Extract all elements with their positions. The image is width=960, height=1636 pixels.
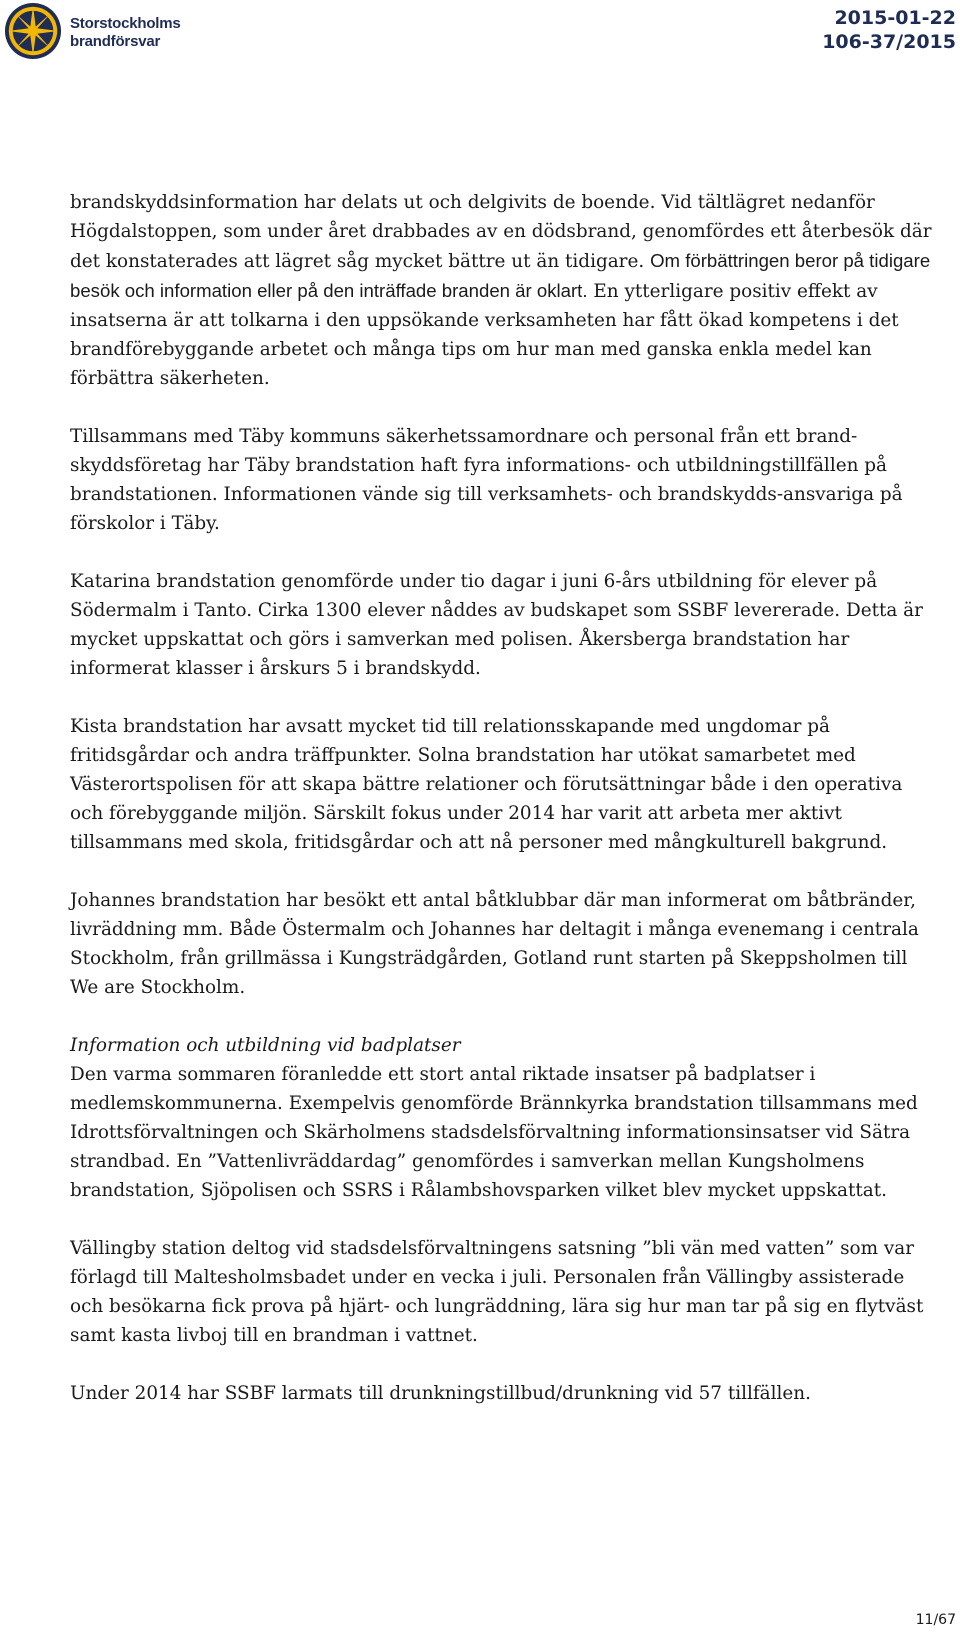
organization-name: [70, 15, 181, 51]
page-number: 11/67: [915, 1612, 956, 1628]
organization-name-line1: Storstockholms: [70, 15, 181, 32]
document-date: 2015-01-22: [834, 7, 956, 29]
page-header: [0, 0, 960, 80]
paragraph-6: Den varma sommaren föranledde ett stort antal riktade insatser på badplatser i medlemskommunerna. Exempelvis genomförde Brännkyrka brandstation tillsammans med Idrottsförvaltningen och Skärholmens stadsdelsförvaltning informationsinsatser vid Sätra strandbad. En ”Vattenlivräddardag” genomfördes i samverkan mellan Kungsholmens brandstation, Sjöpolisen och SSRS i Rålambshovsparken vilket blev mycket uppskattat.: [70, 1064, 918, 1201]
paragraph-5: Johannes brandstation har besökt ett antal båtklubbar där man informerat om båtbränder, livräddning mm. Både Östermalm och Johannes har deltagit i många evenemang i centrala Stockholm, från grillmässa i Kungsträdgården, Gotland runt starten på Skeppsholmen till We are Stockholm.: [70, 890, 919, 998]
section-heading: Information och utbildning vid badplatser: [70, 1035, 461, 1056]
paragraph-2: Tillsammans med Täby kommuns säkerhetssamordnare och personal från ett brand-skyddsföretag har Täby brandstation haft fyra informations- och utbildningstillfällen på brandstationen. Informationen vände sig till verksamhets- och brandskydds-ansvariga på förskolor i Täby.: [70, 426, 903, 534]
paragraph-1-part-c: En ytterligare positiv effekt av insatserna är att tolkarna i den uppsökande verksamheten har fått ökad kompetens i det brandförebyggande arbetet och många tips om hur man med ganska enkla medel kan förbättra säkerheten.: [70, 281, 899, 389]
paragraph-4: Kista brandstation har avsatt mycket tid till relationsskapande med ungdomar på fritidsgårdar och andra träffpunkter. Solna brandstation har utökat samarbetet med Västerortspolisen för att skapa bättre relationer och förutsättningar både i den operativa och förebyggande miljön. Särskilt fokus under 2014 har varit att arbeta mer aktivt tillsammans med skola, fritidsgårdar och att nå personer med mångkulturell bakgrund.: [70, 716, 903, 853]
document-meta: [822, 6, 956, 54]
paragraph-7: Vällingby station deltog vid stadsdelsförvaltningens satsning ”bli vän med vatten” som var förlagd till Maltesholmsbadet under en vecka i juli. Personalen från Vällingby assisterade och besökarna fick prova på hjärt- och lungräddning, lära sig hur man tar på sig en flytväst samt kasta livboj till en brandman i vattnet.: [70, 1238, 924, 1346]
paragraph-1-part-a: brandskyddsinformation har delats ut och delgivits de boende. Vid tältlägret nedanför Högdalstoppen, som under året drabbades av en dödsbrand, genomfördes ett återbesök där det konstaterades att lägret såg mycket bättre ut än tidigare.: [70, 192, 932, 272]
paragraph-3: Katarina brandstation genomförde under tio dagar i juni 6-års utbildning för elever på Södermalm i Tanto. Cirka 1300 elever nåddes av budskapet som SSBF levererade. Detta är mycket uppskattat och görs i samverkan med polisen. Åkersberga brandstation har informerat klasser i årskurs 5 i brandskydd.: [70, 571, 923, 679]
paragraph-8: Under 2014 har SSBF larmats till drunkningstillbud/drunkning vid 57 tillfällen.: [70, 1383, 811, 1404]
paragraph-1: [70, 188, 936, 393]
paragraph-1-part-b: Om förbättringen beror på tidigare besök och information eller på den inträffade branden är oklart.: [70, 250, 931, 301]
compass-star-emblem-icon: [4, 2, 62, 60]
document-body: [70, 188, 936, 1408]
organization-name-line2: brandförsvar: [70, 33, 161, 50]
document-number: 106-37/2015: [822, 31, 956, 53]
